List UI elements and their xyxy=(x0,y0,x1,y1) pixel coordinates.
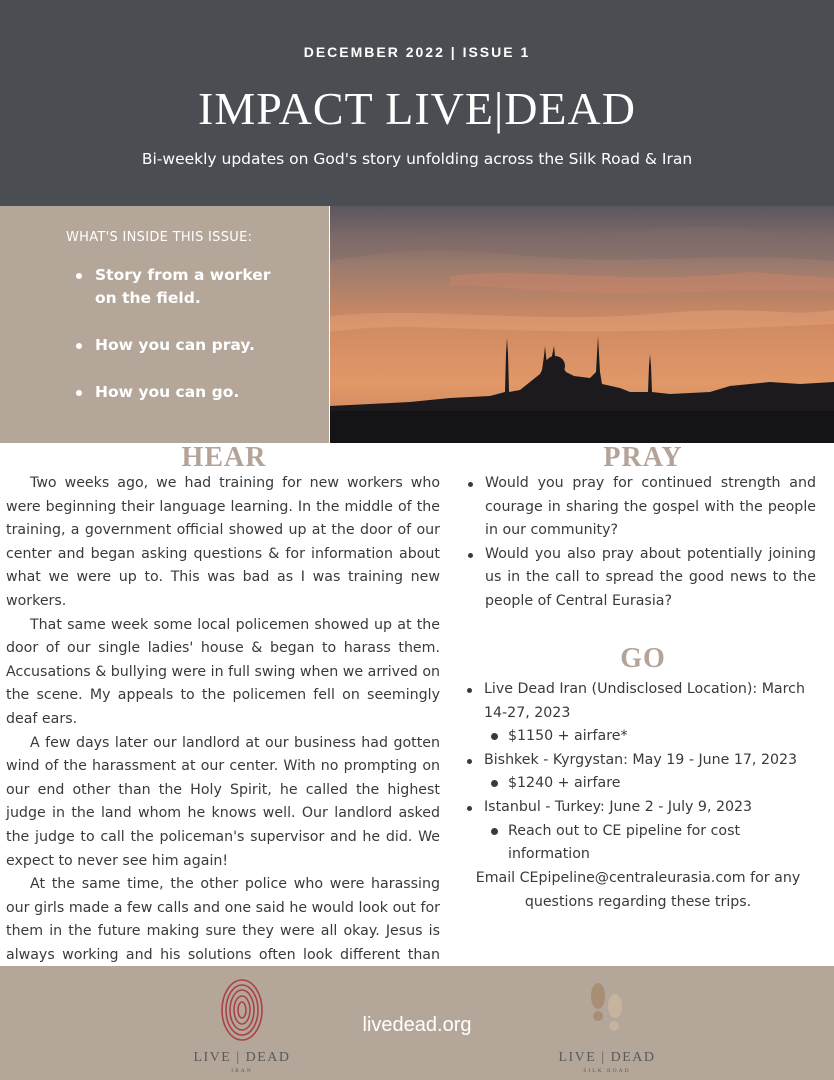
logo-subtext: IRAN xyxy=(231,1068,253,1074)
go-heading: GO xyxy=(620,643,666,674)
prayer-request: Would you pray for continued strength and courage in sharing the gospel with the people in our community? xyxy=(466,472,816,543)
logo-subtext: SILK ROAD xyxy=(583,1068,631,1074)
hear-heading: HEAR xyxy=(181,442,267,473)
trip-cost: $1240 + airfare xyxy=(484,772,816,796)
logo-wordmark: LIVE | DEAD xyxy=(193,1050,291,1065)
inside-item: Story from a worker on the field. xyxy=(76,264,286,310)
sunset-skyline-image xyxy=(330,206,834,443)
pray-list xyxy=(466,472,816,614)
inside-item: How you can pray. xyxy=(76,334,286,357)
trip-item: Istanbul - Turkey: June 2 - July 9, 2023 xyxy=(466,796,816,820)
logo-wordmark: LIVE | DEAD xyxy=(558,1050,656,1065)
issue-line: DECEMBER 2022 | ISSUE 1 xyxy=(303,44,531,60)
trip-cost: $1150 + airfare* xyxy=(484,725,816,749)
contact-email-text: Email CEpipeline@centraleurasia.com for any questions regarding these trips. xyxy=(475,870,801,910)
newsletter-header xyxy=(0,0,834,206)
story-paragraph: That same week some local policemen showed up at the door of our single ladies' house & began to harass them. Accusations & bullying were in full swing when we arrived on the scene. My appeals to the policemen fell on seemingly deaf ears. xyxy=(6,616,440,727)
hear-story xyxy=(6,472,440,1015)
story-paragraph: A few days later our landlord at our business had gotten wind of the harassment at our center. With no prompting on our end other than the Holy Spirit, he called the highest judge in the land whom he knows well. Our landlord asked the judge to call the policeman's supervisor and he did. We expect to never see him again! xyxy=(6,734,440,869)
newsletter-subtitle: Bi-weekly updates on God's story unfolding across the Silk Road & Iran xyxy=(141,150,693,168)
trip-cost: Reach out to CE pipeline for cost information xyxy=(484,820,816,867)
inside-item: How you can go. xyxy=(76,381,286,404)
prayer-request: Would you also pray about potentially joining us in the call to spread the good news to the people of Central Eurasia? xyxy=(466,543,816,614)
inside-list xyxy=(76,264,286,404)
inside-label: WHAT'S INSIDE THIS ISSUE: xyxy=(66,230,253,245)
go-trip-list xyxy=(466,678,816,867)
story-paragraph: At the same time, the other police who were harassing our girls made a few calls and one said he would look out for them in the future making sure they were all okay. Jesus is always working and his solutions often look different than xyxy=(6,876,440,963)
trip-item: Live Dead Iran (Undisclosed Location): March 14-27, 2023 xyxy=(466,678,816,725)
website-link[interactable]: livedead.org xyxy=(362,1014,472,1036)
newsletter-title: IMPACT LIVE|DEAD xyxy=(198,83,636,134)
live-dead-silk-road-logo xyxy=(555,976,659,1074)
trip-item: Bishkek - Kyrgystan: May 19 - June 17, 2023 xyxy=(466,749,816,773)
story-paragraph: Two weeks ago, we had training for new workers who were beginning their language learning. In the middle of the training, a government official showed up at the door of our center and began asking questions & for information about what we were up to. This was bad as I was training new workers. xyxy=(6,475,440,609)
mosque-sunset-photo xyxy=(330,206,834,443)
newsletter-footer xyxy=(0,966,834,1080)
footprints-icon xyxy=(582,976,632,1044)
inside-this-issue-panel xyxy=(0,206,329,443)
pray-heading: PRAY xyxy=(603,442,683,473)
